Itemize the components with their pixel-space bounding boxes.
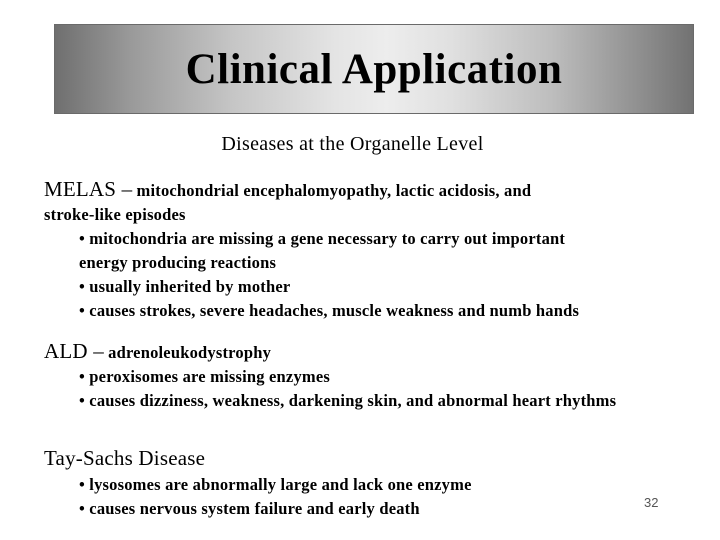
melas-bullet-1: • mitochondria are missing a gene necessary to carry out important bbox=[79, 229, 566, 248]
ald-bullet-2: • causes dizziness, weakness, darkening skin, and abnormal heart rhythms bbox=[79, 391, 617, 410]
melas-bullet-1-cont: energy producing reactions bbox=[79, 253, 277, 272]
ald-name: ALD – bbox=[44, 339, 104, 363]
slide-title: Clinical Application bbox=[185, 45, 563, 93]
melas-bullet-2: • usually inherited by mother bbox=[79, 277, 291, 296]
tay-sachs-bullet-1: • lysosomes are abnormally large and lack one enzyme bbox=[79, 475, 472, 494]
tay-sachs-heading: Tay-Sachs Disease bbox=[44, 446, 206, 470]
melas-name: MELAS – bbox=[44, 177, 133, 201]
tay-sachs-bullet-2: • causes nervous system failure and early death bbox=[79, 499, 420, 518]
melas-bullet-3: • causes strokes, severe headaches, muscle weakness and numb hands bbox=[79, 301, 580, 320]
melas-definition-line1: mitochondrial encephalomyopathy, lactic acidosis, and bbox=[136, 181, 532, 200]
ald-heading bbox=[44, 339, 271, 364]
melas-definition-line2: stroke-like episodes bbox=[44, 205, 186, 224]
ald-definition: adrenoleukodystrophy bbox=[108, 343, 272, 362]
melas-heading bbox=[44, 177, 531, 202]
title-banner bbox=[54, 24, 694, 114]
ald-bullet-1: • peroxisomes are missing enzymes bbox=[79, 367, 330, 386]
slide-subtitle: Diseases at the Organelle Level bbox=[221, 133, 484, 155]
page-number: 32 bbox=[644, 495, 659, 510]
